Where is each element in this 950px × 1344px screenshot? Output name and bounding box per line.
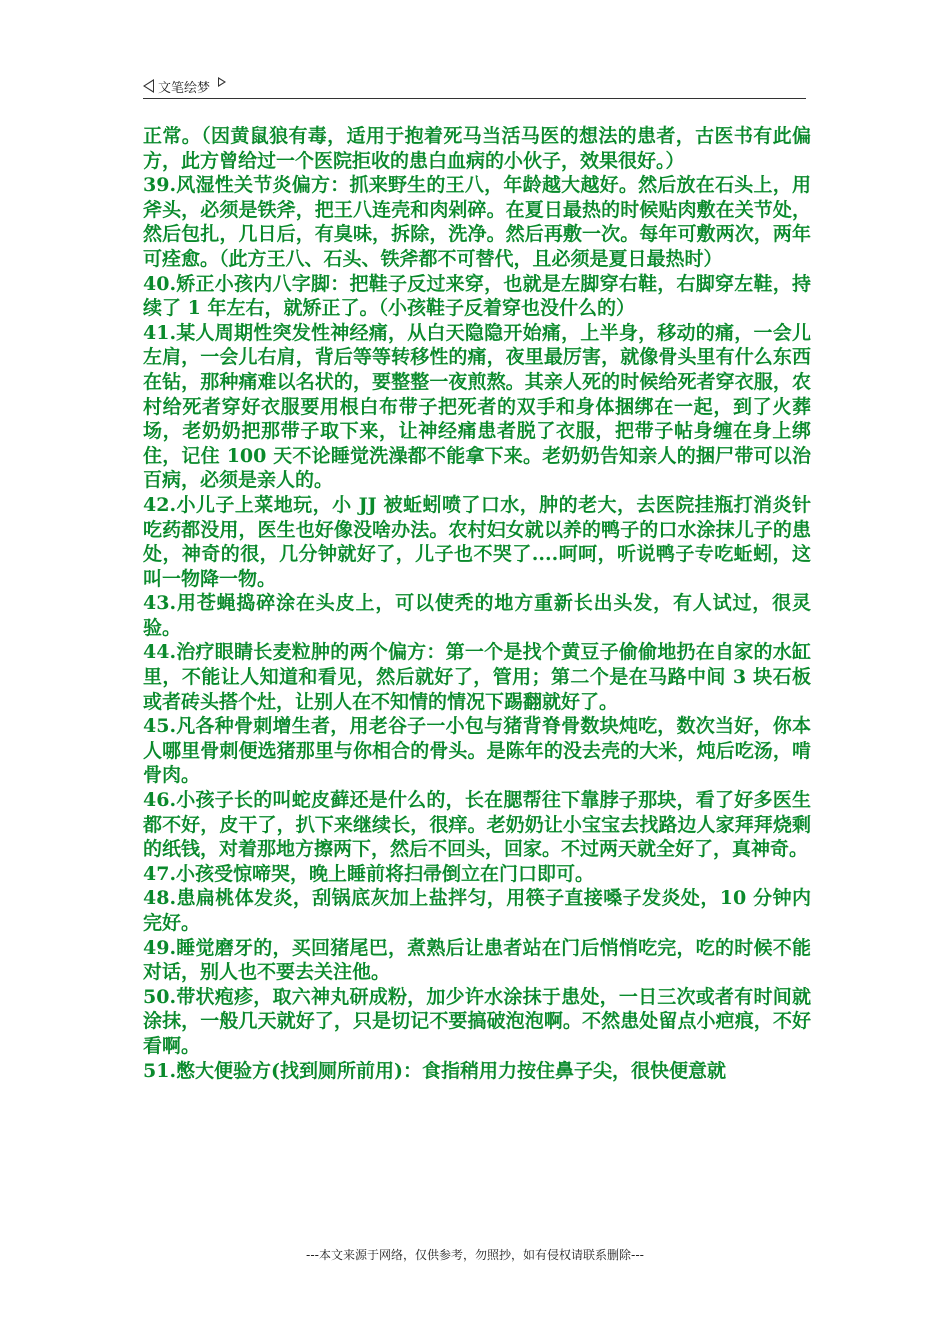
paragraph: 50.带状疱疹，取六神丸研成粉，加少许水涂抹于患处，一日三次或者有时间就涂抹，一般几天就好了，只是切记不要搞破泡泡啊。不然患处留点小疤痕，不好看啊。 xyxy=(143,985,811,1057)
paragraph: 51.憋大便验方(找到厕所前用)：食指稍用力按住鼻子尖，很快便意就 xyxy=(143,1059,727,1082)
triangle-left-icon xyxy=(143,79,154,93)
paragraph: 47.小孩受惊啼哭，晚上睡前将扫帚倒立在门口即可。 xyxy=(143,862,595,885)
paragraph: 正常。（因黄鼠狼有毒，适用于抱着死马当活马医的想法的患者，古医书有此偏方，此方曾给过一个医院拒收的患白血病的小伙子，效果很好。） xyxy=(143,125,811,172)
header-title: 文笔绘梦 xyxy=(158,80,211,96)
paragraph: 43.用苍蝇捣碎涂在头皮上，可以使秃的地方重新长出头发，有人试过，很灵验。 xyxy=(143,592,811,639)
paragraph: 49.睡觉磨牙的，买回猪尾巴，煮熟后让患者站在门后悄悄吃完，吃的时候不能对话，别人也不要去关注他。 xyxy=(143,936,811,984)
paragraph: 48.患扁桃体发炎，刮锅底灰加上盐拌匀，用筷子直接嗓子发炎处，10 分钟内完好。 xyxy=(143,887,811,934)
paragraph: 39.风湿性关节炎偏方：抓来野生的王八，年龄越大越好。然后放在石头上，用斧头，必须是铁斧，把王八连壳和肉剁碎。在夏日最热的时候贴肉敷在关节处，然后包扎，几日后，有臭味，拆除，洗净。然后再敷一次。每年可敷两次，两年可痊愈。（此方王八、石头、铁斧都不可替代，且必须是夏日最热时） xyxy=(143,174,811,270)
paragraph: 40.矫正小孩内八字脚：把鞋子反过来穿，也就是左脚穿右鞋，右脚穿左鞋，持续了 1 年左右，就矫正了。（小孩鞋子反着穿也没什么的） xyxy=(143,272,811,320)
page-footer: ---本文来源于网络，仅供参考，勿照抄，如有侵权请联系删除--- xyxy=(306,1248,644,1262)
triangle-right-icon xyxy=(218,77,226,87)
page-header xyxy=(143,74,806,99)
paragraph: 44.治疗眼睛长麦粒肿的两个偏方：第一个是找个黄豆子偷偷地扔在自家的水缸里，不能让人知道和看见，然后就好了，管用；第二个是在马路中间 3 块石板或者砖头搭个灶，让别人在不知情的情况下踢翻就好了。 xyxy=(143,641,811,713)
paragraph: 45.凡各种骨刺增生者，用老谷子一小包与猪背脊骨数块炖吃，数次当好，你本人哪里骨刺便选猪那里与你相合的骨头。是陈年的没去壳的大米，炖后吃汤，啃骨肉。 xyxy=(143,715,811,787)
document-body xyxy=(143,124,811,1083)
paragraph: 41.某人周期性突发性神经痛，从白天隐隐开始痛，上半身，移动的痛，一会儿左肩，一会儿右肩，背后等等转移性的痛，夜里最厉害，就像骨头里有什么东西在钻，那种痛难以名状的，要整整一夜煎熬。其亲人死的时候给死者穿衣服，农村给死者穿好衣服要用根白布带子把死者的双手和身体捆绑在一起，到了火葬场，老奶奶把那带子取下来，让神经痛患者脱了衣服，把带子帖身缠在身上绑住，记住 100 天不论睡觉洗澡都不能拿下来。老奶奶告知亲人的捆尸带可以治百病，必须是亲人的。 xyxy=(143,321,811,492)
paragraph: 46.小孩子长的叫蛇皮藓还是什么的，长在腮帮往下靠脖子那块，看了好多医生都不好，皮干了，扒下来继续长，很痒。老奶奶让小宝宝去找路边人家拜拜烧剩的纸钱，对着那地方擦两下，然后不回头，回家。不过两天就全好了，真神奇。 xyxy=(143,789,811,861)
paragraph: 42.小儿子上菜地玩，小 JJ 被蚯蚓喷了口水，肿的老大，去医院挂瓶打消炎针吃药都没用，医生也好像没啥办法。农村妇女就以养的鸭子的口水涂抹儿子的患处，神奇的很，几分钟就好了，儿子也不哭了....呵呵，听说鸭子专吃蚯蚓，这叫一物降一物。 xyxy=(143,493,811,590)
